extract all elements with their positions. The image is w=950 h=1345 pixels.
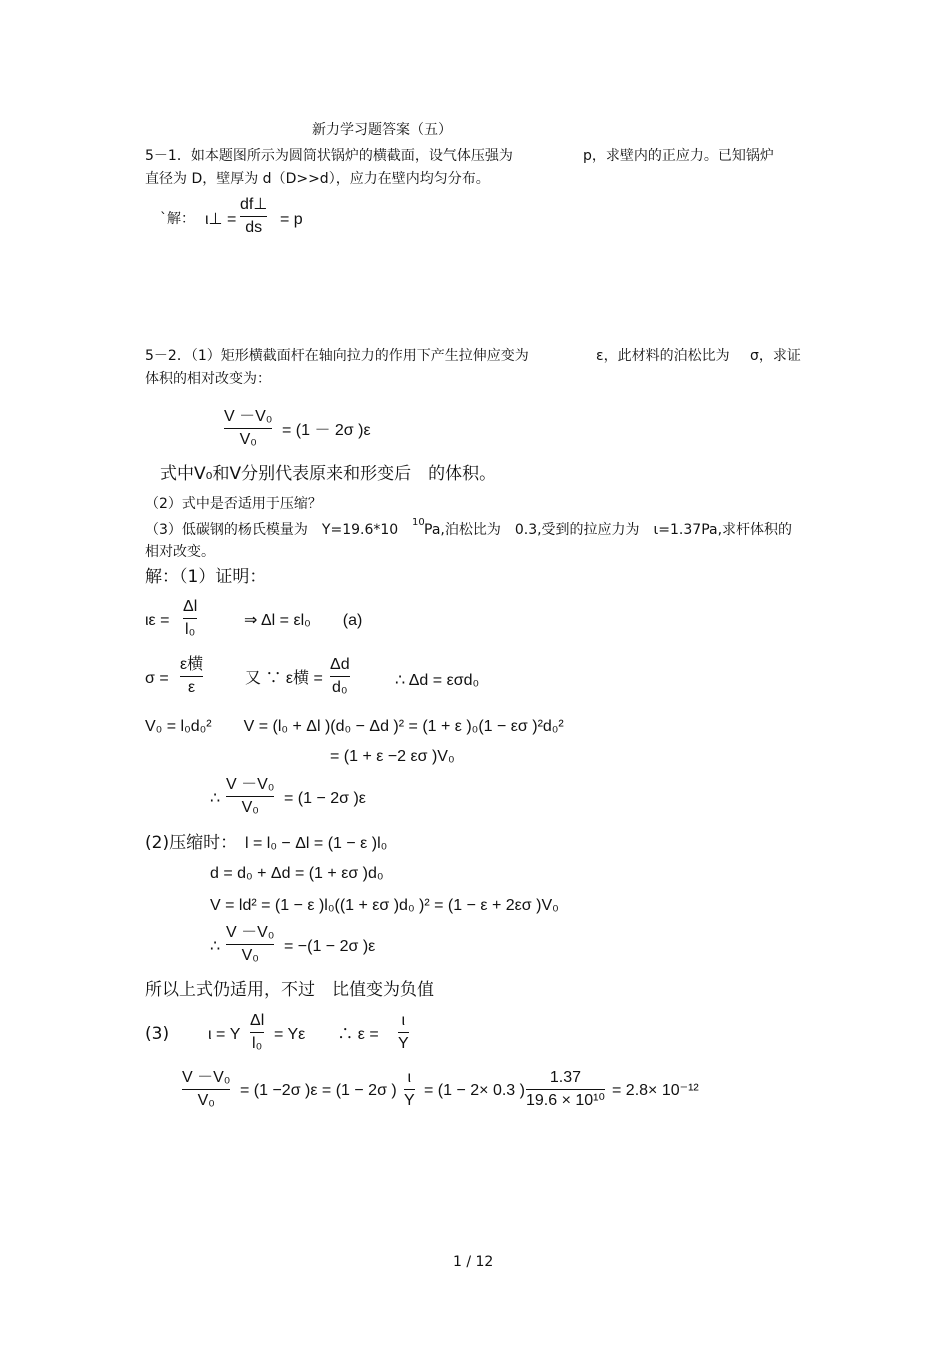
problem-5-1-line2: 直径为 D，壁厚为 d（D>>d），应力在壁内均匀分布。 bbox=[145, 171, 490, 187]
fraction-denominator: d₀ bbox=[332, 679, 348, 696]
explanation-text: 式中V₀和V分别代表原来和形变后 的体积。 bbox=[160, 464, 497, 484]
compression-volume: V = ld² = (1 − ε )l₀((1 + εσ )d₀ )² = (1 − ε + 2εσ )V₀ bbox=[210, 897, 559, 914]
final-mid-2: = (1 − 2× 0.3 ) bbox=[424, 1082, 525, 1099]
fraction-bar bbox=[182, 1089, 230, 1090]
final-fraction-3 bbox=[526, 1069, 605, 1110]
fraction-bar bbox=[404, 1089, 415, 1090]
question-3-part-a: （3）低碳钢的杨氏模量为 Y=19.6*10 bbox=[145, 522, 399, 538]
fraction-bar bbox=[330, 676, 350, 677]
part-3-fraction-2 bbox=[398, 1012, 409, 1053]
compression-length: l = l₀ − Δl = (1 − ε )l₀ bbox=[245, 835, 388, 852]
fraction-denominator: V₀ bbox=[241, 799, 259, 816]
fraction-denominator: V₀ bbox=[239, 431, 257, 448]
fraction-numerator: ι bbox=[401, 1012, 406, 1029]
stress-rhs: = p bbox=[280, 211, 303, 228]
fraction-bar bbox=[224, 428, 272, 429]
question-3-exponent: 10 bbox=[412, 517, 425, 528]
poisson-lhs: σ = bbox=[145, 670, 169, 687]
fraction-numerator: ε横 bbox=[180, 656, 204, 673]
fraction-numerator: V －V₀ bbox=[226, 924, 275, 941]
volume-change-fraction bbox=[224, 408, 272, 449]
fraction-denominator: Y bbox=[398, 1035, 409, 1052]
fraction-numerator: df⊥ bbox=[240, 196, 268, 213]
question-3-part-c: 相对改变。 bbox=[145, 544, 215, 560]
poisson-rhs: ∴ Δd = εσd₀ bbox=[395, 672, 480, 689]
fraction-numerator: 1.37 bbox=[549, 1069, 582, 1086]
fraction-bar bbox=[526, 1089, 605, 1090]
fraction-bar bbox=[183, 618, 197, 619]
fraction-denominator: ds bbox=[245, 219, 263, 236]
part-3-fraction bbox=[250, 1012, 264, 1053]
strain-rhs: ⇒ Δl = εl₀ (a) bbox=[244, 612, 363, 629]
strain-lhs: ιε = bbox=[145, 612, 170, 629]
solution-label: `解： bbox=[160, 211, 195, 227]
fraction-numerator: Δl bbox=[183, 598, 198, 615]
fraction-numerator: V －V₀ bbox=[226, 776, 275, 793]
fraction-numerator: ι bbox=[407, 1069, 412, 1086]
poisson-fraction bbox=[180, 656, 203, 697]
fraction-denominator: V₀ bbox=[197, 1092, 215, 1109]
final-result: = 2.8× 10⁻¹² bbox=[612, 1082, 699, 1099]
fraction-numerator: Δl bbox=[250, 1012, 265, 1029]
final-fraction-2 bbox=[404, 1069, 415, 1110]
problem-5-2-line1c: σ，求证 bbox=[750, 348, 801, 364]
problem-5-2-line1: 5－2．（1）矩形横截面杆在轴向拉力的作用下产生拉伸应变为 bbox=[145, 348, 529, 364]
fraction-bar bbox=[250, 1032, 264, 1033]
fraction-bar bbox=[180, 676, 203, 677]
page-title: 新力学习题答案（五） bbox=[312, 122, 452, 138]
compression-therefore: ∴ bbox=[210, 938, 221, 955]
part-3-lhs: ι = Y bbox=[208, 1026, 241, 1043]
fraction-numerator: V －V₀ bbox=[224, 408, 273, 425]
fraction-denominator: l₀ bbox=[252, 1035, 263, 1052]
lateral-strain-fraction bbox=[330, 656, 350, 697]
fraction-numerator: V －V₀ bbox=[182, 1069, 231, 1086]
problem-5-2-line1b: ε，此材料的泊松比为 bbox=[596, 348, 730, 364]
compression-fraction bbox=[226, 924, 274, 965]
fraction-bar bbox=[398, 1032, 409, 1033]
stress-fraction bbox=[240, 196, 267, 237]
fraction-denominator: Y bbox=[404, 1092, 415, 1109]
result-rhs: = (1 − 2σ )ε bbox=[284, 790, 366, 807]
poisson-mid: 又 ∵ ε横 = bbox=[245, 670, 323, 687]
final-fraction bbox=[182, 1069, 230, 1110]
compression-diameter: d = d₀ + Δd = (1 + εσ )d₀ bbox=[210, 865, 384, 882]
solution-1-label: 解：（1）证明： bbox=[145, 567, 267, 587]
result-fraction bbox=[226, 776, 274, 817]
part-3-label: (3) bbox=[145, 1024, 170, 1044]
fraction-bar bbox=[226, 796, 274, 797]
conclusion-text: 所以上式仍适用，不过 比值变为负值 bbox=[145, 980, 434, 1000]
question-2: （2）式中是否适用于压缩？ bbox=[145, 496, 322, 512]
part-3-rhs: = Yε ∴ ε = bbox=[274, 1026, 379, 1043]
fraction-denominator: 19.6 × 10¹⁰ bbox=[526, 1092, 605, 1109]
page-number: 1 / 12 bbox=[453, 1254, 494, 1270]
fraction-numerator: Δd bbox=[330, 656, 350, 673]
volume-approx: = (1 + ε −2 εσ )V₀ bbox=[330, 748, 455, 765]
volume-change-rhs: = (1 － 2σ )ε bbox=[282, 422, 371, 439]
problem-5-1-line1b: p，求壁内的正应力。已知锅炉 bbox=[583, 148, 774, 164]
volume-expansion: V₀ = l₀d₀² V = (l₀ + Δl )(d₀ − Δd )² = (1 + ε )₀(1 − εσ )²d₀² bbox=[145, 718, 564, 735]
fraction-bar bbox=[226, 944, 274, 945]
problem-5-1-line1: 5－1．如本题图所示为圆筒状锅炉的横截面，设气体压强为 bbox=[145, 148, 513, 164]
final-mid-1: = (1 −2σ )ε = (1 − 2σ ) bbox=[240, 1082, 397, 1099]
problem-5-2-line2: 体积的相对改变为： bbox=[145, 371, 271, 387]
fraction-denominator: V₀ bbox=[241, 947, 259, 964]
therefore-symbol: ∴ bbox=[210, 790, 221, 807]
strain-fraction bbox=[183, 598, 197, 639]
stress-lhs: ι⊥ = bbox=[205, 211, 237, 228]
compression-rhs: = −(1 − 2σ )ε bbox=[284, 938, 376, 955]
question-3-part-b: Pa,泊松比为 0.3,受到的拉应力为 ι=1.37Pa,求杆体积的 bbox=[424, 522, 793, 538]
fraction-denominator: l₀ bbox=[185, 621, 196, 638]
compression-label: (2)压缩时： bbox=[145, 833, 238, 853]
fraction-bar bbox=[240, 216, 267, 217]
fraction-denominator: ε bbox=[188, 679, 196, 696]
